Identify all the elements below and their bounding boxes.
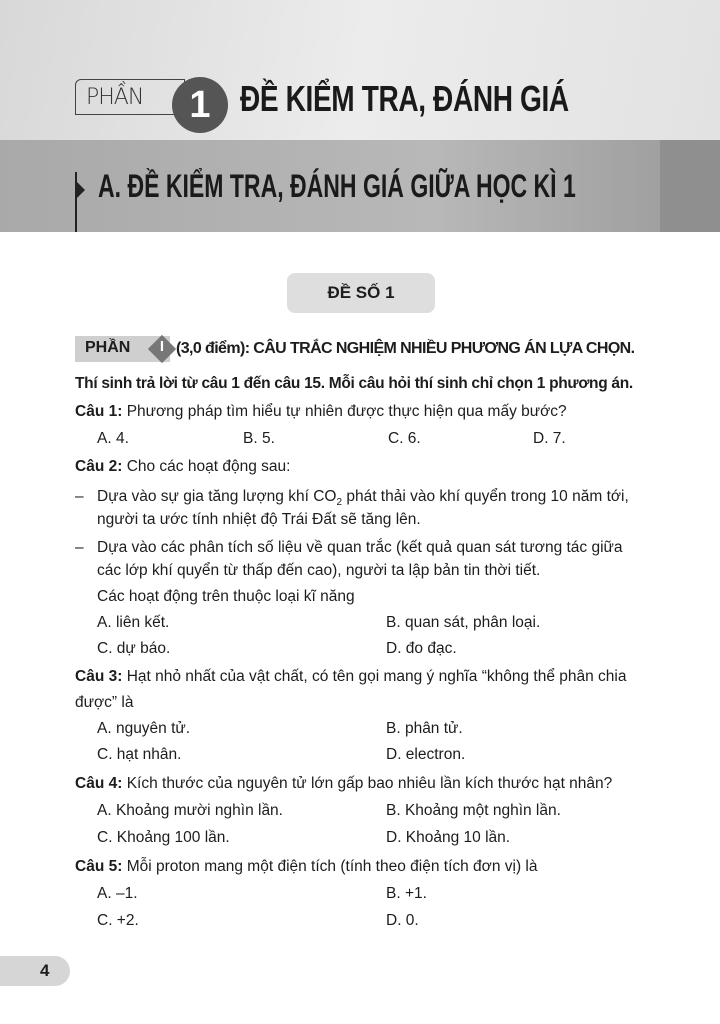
option: A. 4. — [97, 430, 129, 447]
option: B. quan sát, phân loại. — [386, 614, 541, 631]
page-title: ĐỀ KIỂM TRA, ĐÁNH GIÁ — [240, 78, 569, 119]
bullet-text: Dựa vào sự gia tăng lượng khí CO — [97, 488, 337, 505]
option: C. dự báo. — [97, 640, 171, 657]
option: C. Khoảng 100 lần. — [97, 829, 230, 846]
question-1 — [75, 402, 567, 422]
option: D. đo đạc. — [386, 640, 457, 657]
question-5 — [75, 857, 537, 877]
option: B. 5. — [243, 430, 275, 447]
part-badge-label: PHẦN — [85, 339, 131, 356]
part-label: PHẦN — [75, 79, 185, 115]
question-text: Kích thước của nguyên tử lớn gấp bao nhiêu lần kích thước hạt nhân? — [126, 775, 613, 792]
bullet-2: Dựa vào các phân tích số liệu về quan trắc (kết quả quan sát tương tác giữa — [97, 539, 623, 556]
option: C. 6. — [388, 430, 421, 447]
exam-title: ĐỀ SỐ 1 — [287, 273, 435, 313]
question-text-cont: được” là — [75, 694, 134, 711]
page-number-tab — [0, 956, 70, 986]
question-4 — [75, 774, 612, 794]
option: D. 0. — [386, 912, 419, 929]
bullet-dash: – — [75, 539, 84, 556]
question-label: Câu 2: — [75, 458, 123, 475]
question-stem: Các hoạt động trên thuộc loại kĩ năng — [97, 588, 355, 605]
bullet-text: phát thải vào khí quyển trong 10 năm tới, — [342, 488, 629, 505]
question-2 — [75, 457, 290, 477]
option: C. hạt nhân. — [97, 746, 182, 763]
option: A. liên kết. — [97, 614, 170, 631]
section-title: A. ĐỀ KIỂM TRA, ĐÁNH GIÁ GIỮA HỌC KÌ 1 — [98, 168, 576, 204]
instruction: Thí sinh trả lời từ câu 1 đến câu 15. Mỗi câu hỏi thí sinh chỉ chọn 1 phương án. — [75, 375, 633, 392]
page-number: 4 — [40, 961, 50, 980]
question-text: Phương pháp tìm hiểu tự nhiên được thực hiện qua mấy bước? — [126, 403, 567, 420]
question-label: Câu 5: — [75, 858, 123, 875]
option: A. nguyên tử. — [97, 720, 191, 737]
bullet-dash: – — [75, 488, 84, 505]
question-3 — [75, 667, 626, 687]
subscript: 2 — [336, 497, 343, 509]
option: D. 7. — [533, 430, 566, 447]
option: D. electron. — [386, 746, 466, 763]
question-label: Câu 1: — [75, 403, 123, 420]
option: A. –1. — [97, 885, 138, 902]
part-number: 1 — [172, 77, 228, 133]
question-label: Câu 4: — [75, 775, 123, 792]
part-title: (3,0 điểm): CÂU TRẮC NGHIỆM NHIỀU PHƯƠNG ÁN LỰA CHỌN. — [176, 340, 635, 357]
question-text: Hạt nhỏ nhất của vật chất, có tên gọi mang ý nghĩa “không thể phân chia — [126, 668, 627, 685]
option: A. Khoảng mười nghìn lần. — [97, 802, 283, 819]
triangle-icon — [76, 181, 85, 199]
question-label: Câu 3: — [75, 668, 123, 685]
question-text: Cho các hoạt động sau: — [126, 458, 291, 475]
part-badge-number: I — [159, 338, 165, 355]
option: B. +1. — [386, 885, 427, 902]
bullet-1-cont: người ta ước tính nhiệt độ Trái Đất sẽ tăng lên. — [97, 511, 421, 528]
question-text: Mỗi proton mang một điện tích (tính theo điện tích đơn vị) là — [126, 858, 538, 875]
option: B. phân tử. — [386, 720, 463, 737]
option: D. Khoảng 10 lần. — [386, 829, 511, 846]
option: C. +2. — [97, 912, 139, 929]
option: B. Khoảng một nghìn lần. — [386, 802, 561, 819]
bullet-2-cont: các lớp khí quyển từ thấp đến cao), người ta lập bản tin thời tiết. — [97, 562, 541, 579]
